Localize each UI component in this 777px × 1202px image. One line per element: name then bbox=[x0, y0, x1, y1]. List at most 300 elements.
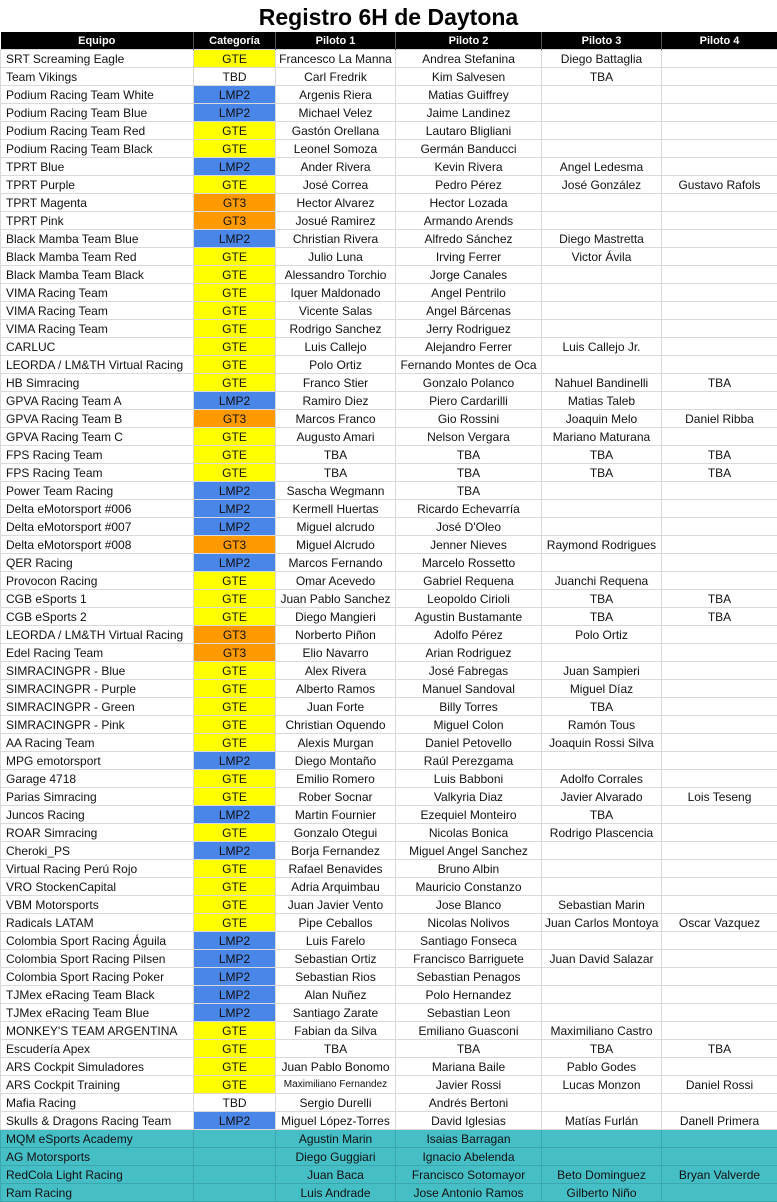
table-row bbox=[1, 968, 777, 986]
category-cell bbox=[194, 1166, 276, 1184]
pilot-3-cell bbox=[542, 878, 662, 896]
pilot-4-cell bbox=[662, 644, 777, 662]
table-row bbox=[1, 392, 777, 410]
pilot-1-cell: Juan Baca bbox=[276, 1166, 396, 1184]
category-cell: LMP2 bbox=[194, 518, 276, 536]
category-cell: GTE bbox=[194, 680, 276, 698]
pilot-1-cell: Luis Farelo bbox=[276, 932, 396, 950]
pilot-2-cell: Agustin Bustamante bbox=[396, 608, 542, 626]
pilot-3-cell: José González bbox=[542, 176, 662, 194]
table-row bbox=[1, 662, 777, 680]
pilot-4-cell bbox=[662, 482, 777, 500]
pilot-2-cell: Bruno Albin bbox=[396, 860, 542, 878]
table-row bbox=[1, 482, 777, 500]
team-cell: Black Mamba Team Red bbox=[1, 248, 194, 266]
team-cell: Delta eMotorsport #006 bbox=[1, 500, 194, 518]
registration-table bbox=[0, 32, 777, 1202]
team-cell: LEORDA / LM&TH Virtual Racing bbox=[1, 626, 194, 644]
pilot-2-cell: Emiliano Guasconi bbox=[396, 1022, 542, 1040]
pilot-4-cell bbox=[662, 212, 777, 230]
pilot-1-cell: Carl Fredrik bbox=[276, 68, 396, 86]
table-row bbox=[1, 500, 777, 518]
pilot-2-cell: Piero Cardarilli bbox=[396, 392, 542, 410]
team-cell: Colombia Sport Racing Pilsen bbox=[1, 950, 194, 968]
pilot-2-cell: Luis Babboni bbox=[396, 770, 542, 788]
pilot-1-cell: Sebastian Ortiz bbox=[276, 950, 396, 968]
pilot-3-cell: Javier Alvarado bbox=[542, 788, 662, 806]
pilot-2-cell: Germán Banducci bbox=[396, 140, 542, 158]
table-row bbox=[1, 230, 777, 248]
table-row bbox=[1, 212, 777, 230]
category-cell: GTE bbox=[194, 698, 276, 716]
pilot-2-cell: Jorge Canales bbox=[396, 266, 542, 284]
category-cell: GTE bbox=[194, 374, 276, 392]
pilot-3-cell bbox=[542, 1148, 662, 1166]
category-cell: GTE bbox=[194, 464, 276, 482]
pilot-4-cell bbox=[662, 770, 777, 788]
pilot-1-cell: Miguel alcrudo bbox=[276, 518, 396, 536]
pilot-3-cell bbox=[542, 1130, 662, 1148]
pilot-1-cell: TBA bbox=[276, 1040, 396, 1058]
pilot-2-cell: Kevin Rivera bbox=[396, 158, 542, 176]
table-row bbox=[1, 770, 777, 788]
pilot-1-cell: Juan Javier Vento bbox=[276, 896, 396, 914]
category-cell: GTE bbox=[194, 590, 276, 608]
pilot-3-cell bbox=[542, 284, 662, 302]
pilot-4-cell bbox=[662, 824, 777, 842]
team-cell: TPRT Magenta bbox=[1, 194, 194, 212]
pilot-4-cell bbox=[662, 428, 777, 446]
pilot-1-cell: Luis Andrade bbox=[276, 1184, 396, 1202]
category-cell: GTE bbox=[194, 302, 276, 320]
category-cell: GTE bbox=[194, 572, 276, 590]
pilot-1-cell: Augusto Amari bbox=[276, 428, 396, 446]
category-cell bbox=[194, 1130, 276, 1148]
pilot-3-cell bbox=[542, 104, 662, 122]
pilot-4-cell bbox=[662, 806, 777, 824]
pilot-4-cell: Daniel Rossi bbox=[662, 1076, 777, 1094]
pilot-1-cell: Santiago Zarate bbox=[276, 1004, 396, 1022]
pilot-4-cell bbox=[662, 1184, 777, 1202]
team-cell: Black Mamba Team Black bbox=[1, 266, 194, 284]
pilot-4-cell bbox=[662, 518, 777, 536]
category-cell: GT3 bbox=[194, 644, 276, 662]
pilot-3-cell: TBA bbox=[542, 1040, 662, 1058]
pilot-1-cell: Rodrigo Sanchez bbox=[276, 320, 396, 338]
team-cell: Escudería Apex bbox=[1, 1040, 194, 1058]
table-body bbox=[1, 50, 777, 1202]
pilot-4-cell: Oscar Vazquez bbox=[662, 914, 777, 932]
pilot-4-cell bbox=[662, 1130, 777, 1148]
table-row bbox=[1, 842, 777, 860]
pilot-1-cell: Julio Luna bbox=[276, 248, 396, 266]
team-cell: Colombia Sport Racing Águila bbox=[1, 932, 194, 950]
category-cell: LMP2 bbox=[194, 482, 276, 500]
pilot-2-cell: Leopoldo Cirioli bbox=[396, 590, 542, 608]
team-cell: Provocon Racing bbox=[1, 572, 194, 590]
pilot-2-cell: Polo Hernandez bbox=[396, 986, 542, 1004]
category-cell: GTE bbox=[194, 428, 276, 446]
pilot-1-cell: Sergio Durelli bbox=[276, 1094, 396, 1112]
pilot-3-cell: TBA bbox=[542, 590, 662, 608]
table-row bbox=[1, 1112, 777, 1130]
table-row bbox=[1, 86, 777, 104]
category-cell: GTE bbox=[194, 338, 276, 356]
pilot-3-cell: Maximiliano Castro bbox=[542, 1022, 662, 1040]
pilot-4-cell bbox=[662, 896, 777, 914]
pilot-1-cell: Marcos Fernando bbox=[276, 554, 396, 572]
team-cell: GPVA Racing Team B bbox=[1, 410, 194, 428]
category-cell: GTE bbox=[194, 662, 276, 680]
table-row bbox=[1, 716, 777, 734]
pilot-3-cell bbox=[542, 356, 662, 374]
category-cell: LMP2 bbox=[194, 230, 276, 248]
table-row bbox=[1, 1166, 777, 1184]
table-row bbox=[1, 860, 777, 878]
pilot-4-cell bbox=[662, 500, 777, 518]
pilot-2-cell: José D'Oleo bbox=[396, 518, 542, 536]
pilot-2-cell: Hector Lozada bbox=[396, 194, 542, 212]
category-cell: GTE bbox=[194, 896, 276, 914]
pilot-3-cell bbox=[542, 986, 662, 1004]
pilot-2-cell: Gio Rossini bbox=[396, 410, 542, 428]
table-row bbox=[1, 122, 777, 140]
team-cell: TPRT Purple bbox=[1, 176, 194, 194]
table-row bbox=[1, 986, 777, 1004]
team-cell: Edel Racing Team bbox=[1, 644, 194, 662]
team-cell: VIMA Racing Team bbox=[1, 320, 194, 338]
pilot-1-cell: Alberto Ramos bbox=[276, 680, 396, 698]
pilot-2-cell: Mariana Baile bbox=[396, 1058, 542, 1076]
team-cell: VIMA Racing Team bbox=[1, 302, 194, 320]
table-row bbox=[1, 896, 777, 914]
table-row bbox=[1, 914, 777, 932]
pilot-4-cell bbox=[662, 986, 777, 1004]
pilot-3-cell: Luis Callejo Jr. bbox=[542, 338, 662, 356]
table-row bbox=[1, 644, 777, 662]
table-row bbox=[1, 554, 777, 572]
category-cell: LMP2 bbox=[194, 500, 276, 518]
pilot-1-cell: Rafael Benavides bbox=[276, 860, 396, 878]
pilot-3-cell bbox=[542, 86, 662, 104]
pilot-4-cell bbox=[662, 554, 777, 572]
pilot-1-cell: Miguel López-Torres bbox=[276, 1112, 396, 1130]
team-cell: Virtual Racing Perú Rojo bbox=[1, 860, 194, 878]
pilot-2-cell: Isaias Barragan bbox=[396, 1130, 542, 1148]
pilot-4-cell bbox=[662, 842, 777, 860]
table-row bbox=[1, 284, 777, 302]
team-cell: RedCola Light Racing bbox=[1, 1166, 194, 1184]
pilot-1-cell: Iquer Maldonado bbox=[276, 284, 396, 302]
pilot-2-cell: Nicolas Bonica bbox=[396, 824, 542, 842]
table-row bbox=[1, 698, 777, 716]
pilot-2-cell: Jose Antonio Ramos bbox=[396, 1184, 542, 1202]
table-row bbox=[1, 518, 777, 536]
table-row bbox=[1, 1076, 777, 1094]
category-cell: GTE bbox=[194, 1022, 276, 1040]
pilot-1-cell: TBA bbox=[276, 464, 396, 482]
category-cell bbox=[194, 1184, 276, 1202]
team-cell: Team Vikings bbox=[1, 68, 194, 86]
table-row bbox=[1, 536, 777, 554]
table-row bbox=[1, 734, 777, 752]
team-cell: TPRT Blue bbox=[1, 158, 194, 176]
team-cell: ARS Cockpit Training bbox=[1, 1076, 194, 1094]
table-row bbox=[1, 824, 777, 842]
pilot-2-cell: Kim Salvesen bbox=[396, 68, 542, 86]
pilot-2-cell: Gonzalo Polanco bbox=[396, 374, 542, 392]
team-cell: Black Mamba Team Blue bbox=[1, 230, 194, 248]
table-row bbox=[1, 932, 777, 950]
pilot-1-cell: Juan Forte bbox=[276, 698, 396, 716]
category-cell: LMP2 bbox=[194, 158, 276, 176]
pilot-3-cell: TBA bbox=[542, 68, 662, 86]
pilot-4-cell: Bryan Valverde bbox=[662, 1166, 777, 1184]
pilot-4-cell bbox=[662, 356, 777, 374]
team-cell: Ram Racing bbox=[1, 1184, 194, 1202]
table-row bbox=[1, 590, 777, 608]
pilot-1-cell: Alexis Murgan bbox=[276, 734, 396, 752]
pilot-1-cell: Juan Pablo Sanchez bbox=[276, 590, 396, 608]
category-cell: GTE bbox=[194, 140, 276, 158]
pilot-3-cell: TBA bbox=[542, 698, 662, 716]
pilot-2-cell: Manuel Sandoval bbox=[396, 680, 542, 698]
table-row bbox=[1, 1148, 777, 1166]
team-cell: VBM Motorsports bbox=[1, 896, 194, 914]
team-cell: Power Team Racing bbox=[1, 482, 194, 500]
team-cell: FPS Racing Team bbox=[1, 446, 194, 464]
pilot-3-cell: Rodrigo Plascencia bbox=[542, 824, 662, 842]
category-cell: GTE bbox=[194, 878, 276, 896]
pilot-2-cell: Angel Bárcenas bbox=[396, 302, 542, 320]
category-cell bbox=[194, 1148, 276, 1166]
pilot-3-cell: Raymond Rodrigues bbox=[542, 536, 662, 554]
pilot-2-cell: Adolfo Pérez bbox=[396, 626, 542, 644]
category-cell: LMP2 bbox=[194, 104, 276, 122]
pilot-1-cell: Ander Rivera bbox=[276, 158, 396, 176]
pilot-1-cell: Leonel Somoza bbox=[276, 140, 396, 158]
table-row bbox=[1, 806, 777, 824]
pilot-3-cell: TBA bbox=[542, 806, 662, 824]
pilot-3-cell: Victor Ávila bbox=[542, 248, 662, 266]
team-cell: AA Racing Team bbox=[1, 734, 194, 752]
team-cell: TPRT Pink bbox=[1, 212, 194, 230]
team-cell: VIMA Racing Team bbox=[1, 284, 194, 302]
table-row bbox=[1, 464, 777, 482]
table-row bbox=[1, 320, 777, 338]
pilot-3-cell: TBA bbox=[542, 464, 662, 482]
pilot-3-cell: Polo Ortiz bbox=[542, 626, 662, 644]
pilot-3-cell: Nahuel Bandinelli bbox=[542, 374, 662, 392]
category-cell: GTE bbox=[194, 788, 276, 806]
team-cell: SIMRACINGPR - Pink bbox=[1, 716, 194, 734]
pilot-2-cell: TBA bbox=[396, 464, 542, 482]
pilot-2-cell: David Iglesias bbox=[396, 1112, 542, 1130]
pilot-1-cell: Diego Mangieri bbox=[276, 608, 396, 626]
team-cell: MONKEY'S TEAM ARGENTINA bbox=[1, 1022, 194, 1040]
team-cell: MQM eSports Academy bbox=[1, 1130, 194, 1148]
pilot-1-cell: Polo Ortiz bbox=[276, 356, 396, 374]
pilot-1-cell: Christian Rivera bbox=[276, 230, 396, 248]
pilot-3-cell bbox=[542, 554, 662, 572]
pilot-3-cell: Joaquin Melo bbox=[542, 410, 662, 428]
pilot-3-cell: Diego Battaglia bbox=[542, 50, 662, 68]
pilot-2-cell: Marcelo Rossetto bbox=[396, 554, 542, 572]
table-row bbox=[1, 248, 777, 266]
pilot-2-cell: Matias Guiffrey bbox=[396, 86, 542, 104]
pilot-3-cell: Sebastian Marin bbox=[542, 896, 662, 914]
pilot-1-cell: Franco Stier bbox=[276, 374, 396, 392]
team-cell: CGB eSports 2 bbox=[1, 608, 194, 626]
pilot-2-cell: Irving Ferrer bbox=[396, 248, 542, 266]
category-cell: GTE bbox=[194, 248, 276, 266]
table-row bbox=[1, 608, 777, 626]
table-row bbox=[1, 1040, 777, 1058]
pilot-4-cell bbox=[662, 284, 777, 302]
category-cell: LMP2 bbox=[194, 842, 276, 860]
pilot-3-cell bbox=[542, 194, 662, 212]
team-cell: CARLUC bbox=[1, 338, 194, 356]
pilot-4-cell bbox=[662, 716, 777, 734]
pilot-3-cell: Adolfo Corrales bbox=[542, 770, 662, 788]
pilot-3-cell bbox=[542, 122, 662, 140]
pilot-4-cell: Danell Primera bbox=[662, 1112, 777, 1130]
pilot-4-cell bbox=[662, 68, 777, 86]
table-row bbox=[1, 680, 777, 698]
header-equipo: Equipo bbox=[1, 32, 194, 50]
pilot-4-cell bbox=[662, 734, 777, 752]
pilot-4-cell bbox=[662, 536, 777, 554]
pilot-4-cell bbox=[662, 968, 777, 986]
header-piloto-1: Piloto 1 bbox=[276, 32, 396, 50]
table-row bbox=[1, 1058, 777, 1076]
team-cell: SIMRACINGPR - Green bbox=[1, 698, 194, 716]
pilot-1-cell: Martin Fournier bbox=[276, 806, 396, 824]
team-cell: Skulls & Dragons Racing Team bbox=[1, 1112, 194, 1130]
pilot-4-cell bbox=[662, 50, 777, 68]
pilot-3-cell: Miguel Díaz bbox=[542, 680, 662, 698]
pilot-4-cell bbox=[662, 194, 777, 212]
pilot-4-cell bbox=[662, 1094, 777, 1112]
team-cell: QER Racing bbox=[1, 554, 194, 572]
team-cell: Delta eMotorsport #008 bbox=[1, 536, 194, 554]
pilot-3-cell: Pablo Godes bbox=[542, 1058, 662, 1076]
pilot-2-cell: Ricardo Echevarría bbox=[396, 500, 542, 518]
team-cell: GPVA Racing Team A bbox=[1, 392, 194, 410]
pilot-4-cell bbox=[662, 86, 777, 104]
team-cell: MPG emotorsport bbox=[1, 752, 194, 770]
pilot-2-cell: Billy Torres bbox=[396, 698, 542, 716]
table-row bbox=[1, 428, 777, 446]
category-cell: GT3 bbox=[194, 536, 276, 554]
pilot-3-cell: Gilberto Niño bbox=[542, 1184, 662, 1202]
category-cell: GT3 bbox=[194, 194, 276, 212]
pilot-4-cell bbox=[662, 158, 777, 176]
pilot-1-cell: Alex Rivera bbox=[276, 662, 396, 680]
pilot-4-cell: TBA bbox=[662, 590, 777, 608]
pilot-1-cell: Emilio Romero bbox=[276, 770, 396, 788]
category-cell: GT3 bbox=[194, 212, 276, 230]
pilot-1-cell: Rober Socnar bbox=[276, 788, 396, 806]
pilot-3-cell: Joaquin Rossi Silva bbox=[542, 734, 662, 752]
pilot-4-cell bbox=[662, 662, 777, 680]
category-cell: GTE bbox=[194, 734, 276, 752]
team-cell: TJMex eRacing Team Black bbox=[1, 986, 194, 1004]
header-piloto-3: Piloto 3 bbox=[542, 32, 662, 50]
pilot-3-cell: Juanchi Requena bbox=[542, 572, 662, 590]
pilot-2-cell: Mauricio Constanzo bbox=[396, 878, 542, 896]
pilot-4-cell bbox=[662, 230, 777, 248]
category-cell: GTE bbox=[194, 716, 276, 734]
pilot-3-cell bbox=[542, 302, 662, 320]
pilot-4-cell bbox=[662, 860, 777, 878]
pilot-3-cell: TBA bbox=[542, 446, 662, 464]
pilot-1-cell: Marcos Franco bbox=[276, 410, 396, 428]
table-row bbox=[1, 338, 777, 356]
category-cell: GTE bbox=[194, 122, 276, 140]
team-cell: VRO StockenCapital bbox=[1, 878, 194, 896]
category-cell: GT3 bbox=[194, 410, 276, 428]
pilot-4-cell bbox=[662, 698, 777, 716]
table-row bbox=[1, 950, 777, 968]
pilot-4-cell bbox=[662, 1058, 777, 1076]
pilot-3-cell bbox=[542, 932, 662, 950]
pilot-4-cell bbox=[662, 1004, 777, 1022]
table-row bbox=[1, 1130, 777, 1148]
pilot-1-cell: Elio Navarro bbox=[276, 644, 396, 662]
team-cell: SIMRACINGPR - Purple bbox=[1, 680, 194, 698]
category-cell: GTE bbox=[194, 266, 276, 284]
table-row bbox=[1, 878, 777, 896]
pilot-1-cell: Diego Guggiari bbox=[276, 1148, 396, 1166]
pilot-4-cell: TBA bbox=[662, 464, 777, 482]
category-cell: GTE bbox=[194, 356, 276, 374]
pilot-4-cell bbox=[662, 752, 777, 770]
pilot-1-cell: Alan Nuñez bbox=[276, 986, 396, 1004]
pilot-3-cell: Beto Dominguez bbox=[542, 1166, 662, 1184]
pilot-4-cell: TBA bbox=[662, 374, 777, 392]
pilot-2-cell: Arian Rodriguez bbox=[396, 644, 542, 662]
pilot-4-cell: TBA bbox=[662, 608, 777, 626]
pilot-1-cell: Fabian da Silva bbox=[276, 1022, 396, 1040]
pilot-4-cell bbox=[662, 248, 777, 266]
category-cell: GTE bbox=[194, 860, 276, 878]
pilot-4-cell: TBA bbox=[662, 446, 777, 464]
table-row bbox=[1, 176, 777, 194]
pilot-3-cell: TBA bbox=[542, 608, 662, 626]
category-cell: TBD bbox=[194, 68, 276, 86]
pilot-2-cell: Jenner Nieves bbox=[396, 536, 542, 554]
pilot-3-cell bbox=[542, 482, 662, 500]
pilot-4-cell: Lois Teseng bbox=[662, 788, 777, 806]
pilot-2-cell: Ezequiel Monteiro bbox=[396, 806, 542, 824]
pilot-4-cell bbox=[662, 878, 777, 896]
pilot-1-cell: Josué Ramirez bbox=[276, 212, 396, 230]
header-categoria: Categoría bbox=[194, 32, 276, 50]
team-cell: Podium Racing Team Blue bbox=[1, 104, 194, 122]
pilot-4-cell bbox=[662, 266, 777, 284]
pilot-3-cell bbox=[542, 860, 662, 878]
pilot-4-cell bbox=[662, 140, 777, 158]
table-row bbox=[1, 50, 777, 68]
pilot-3-cell: Juan Sampieri bbox=[542, 662, 662, 680]
pilot-4-cell bbox=[662, 572, 777, 590]
pilot-2-cell: Andrea Stefanina bbox=[396, 50, 542, 68]
pilot-2-cell: Jaime Landinez bbox=[396, 104, 542, 122]
pilot-2-cell: Pedro Pérez bbox=[396, 176, 542, 194]
pilot-1-cell: Maximiliano Fernandez bbox=[276, 1076, 396, 1094]
table-row bbox=[1, 1022, 777, 1040]
